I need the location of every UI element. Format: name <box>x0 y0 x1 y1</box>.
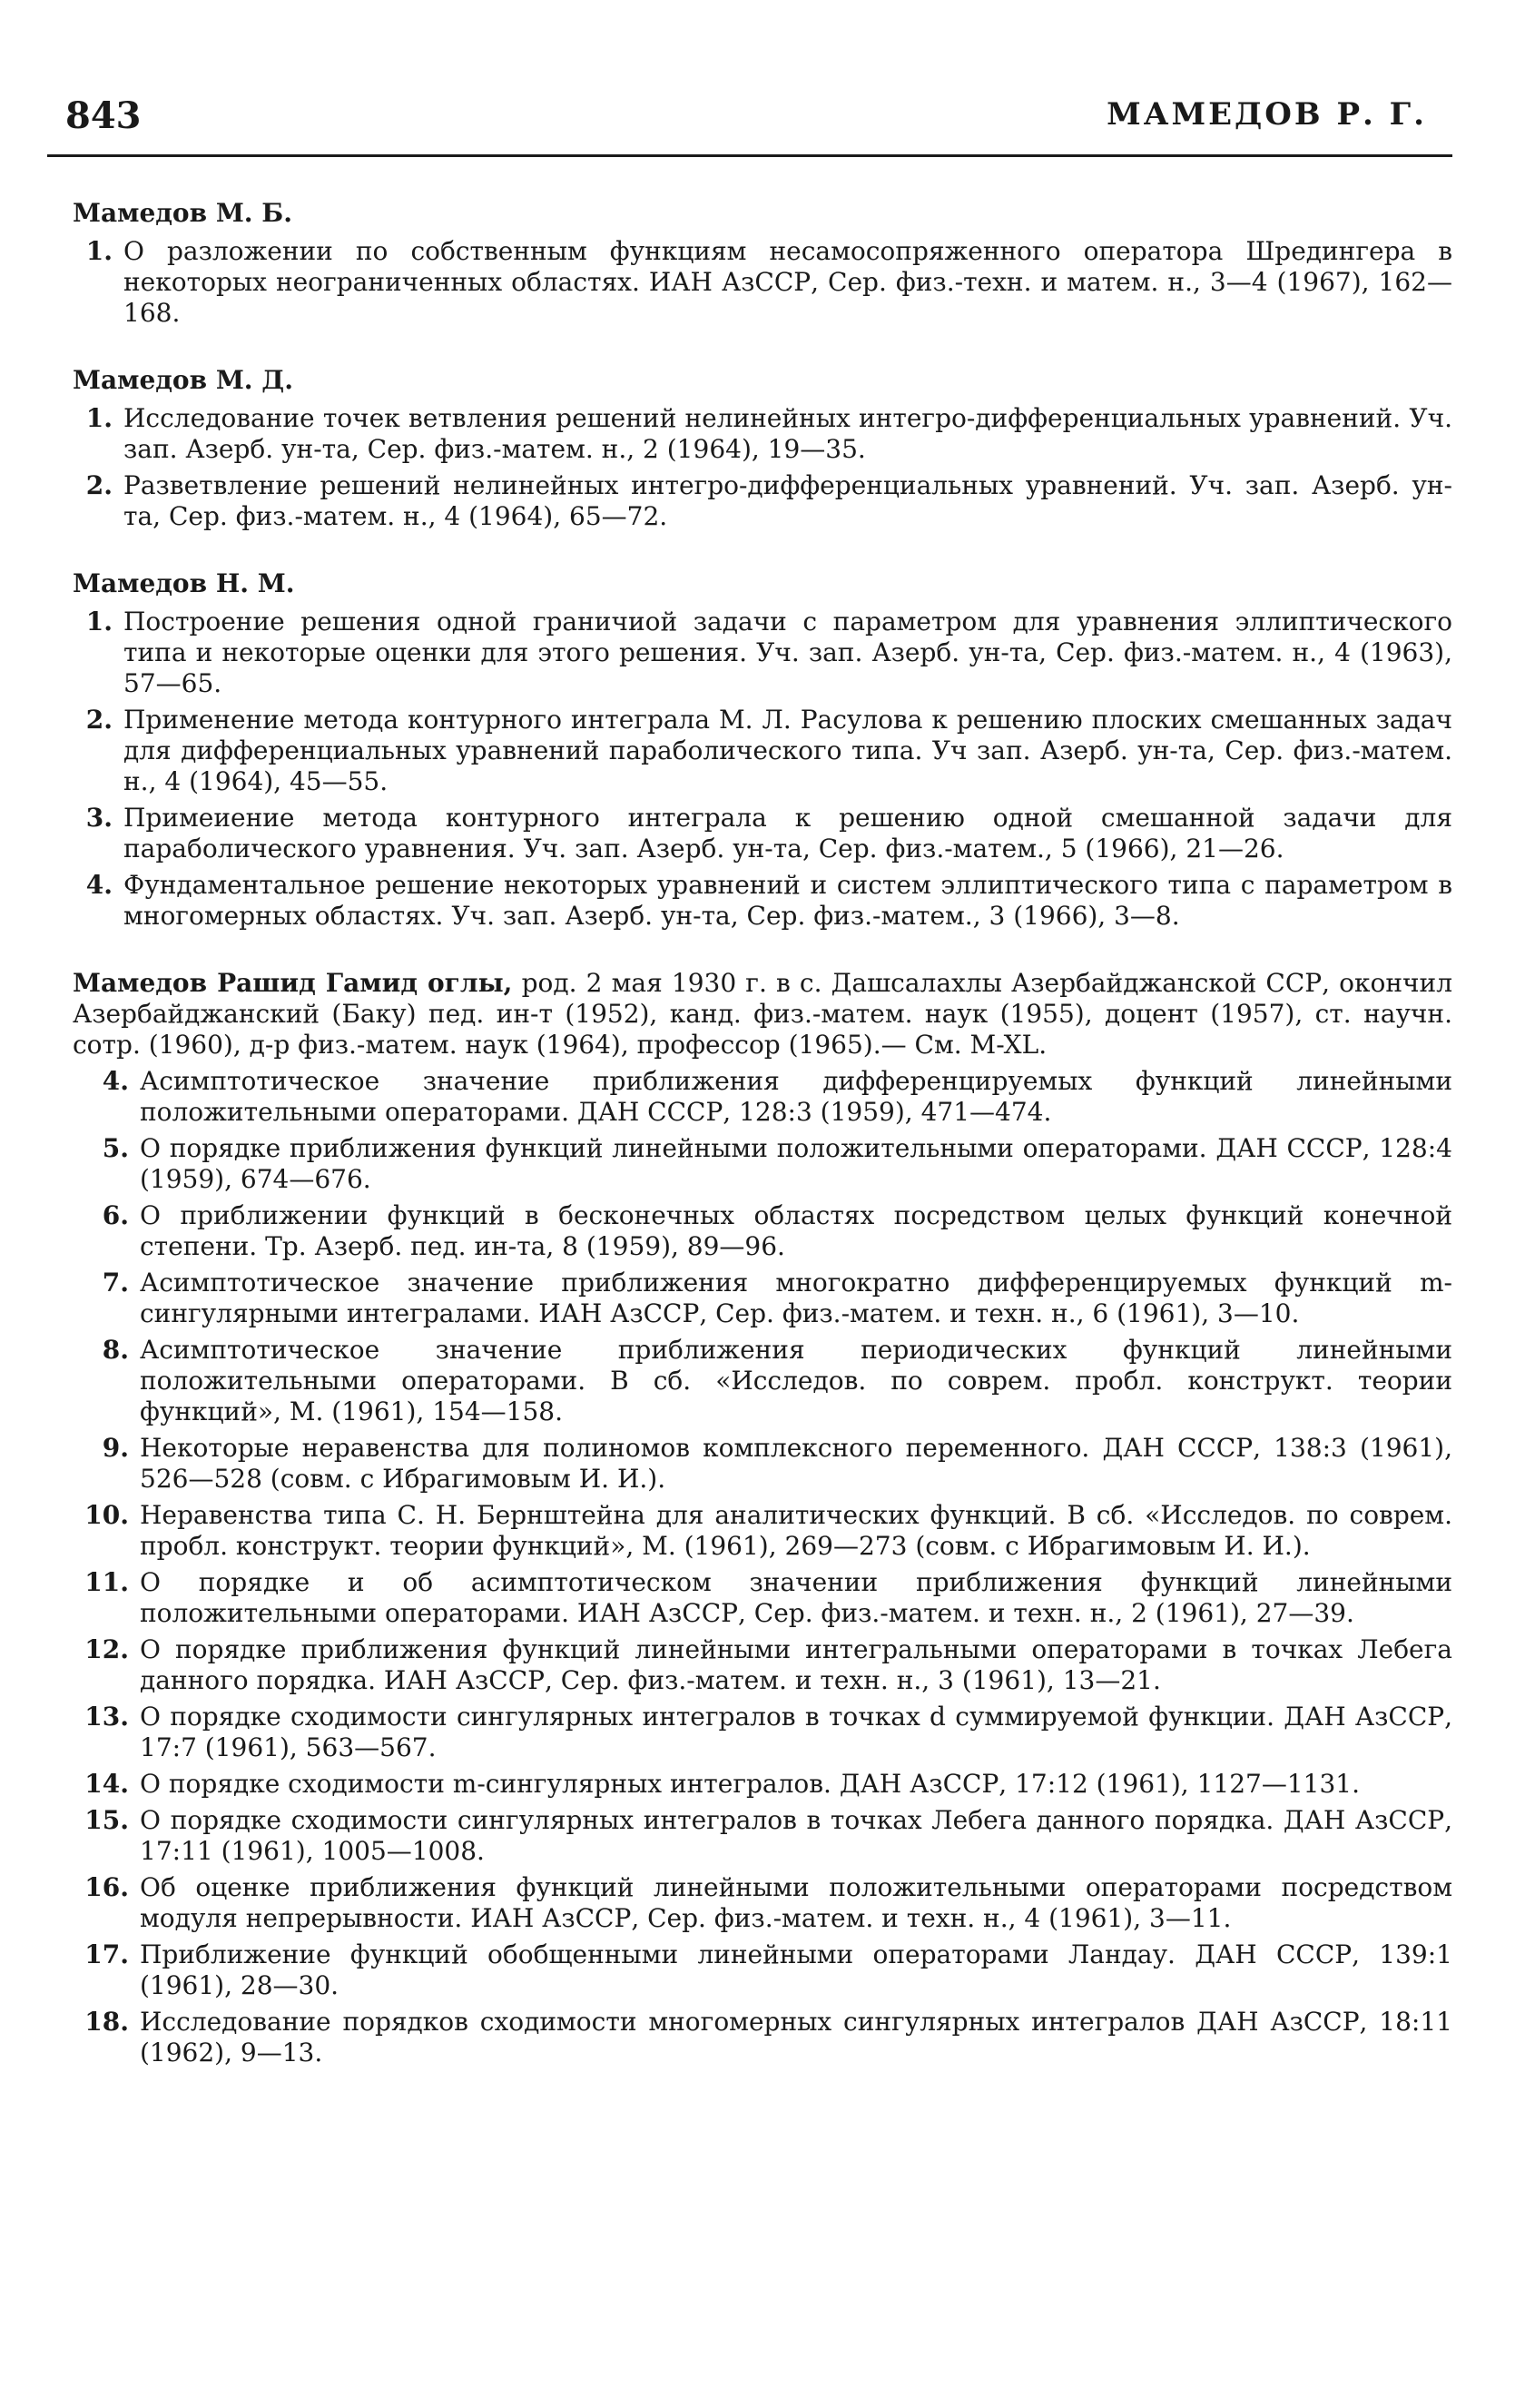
bibliography-entry <box>73 403 1452 465</box>
bibliography-entry <box>73 1500 1452 1562</box>
entry-text: О порядке и об асимптотическом значении приближения функций линейными положительными операторами. ИАН АзССР, Сер. физ.-матем. и техн. н., 2 (1961), 27—39. <box>140 1567 1452 1628</box>
page-number: 843 <box>65 94 142 137</box>
entry-text: Приближение функций обобщенными линейными операторами Ландау. ДАН СССР, 139:1 (1961), 28—30. <box>140 1939 1452 2000</box>
entry-text: Об оценке приближения функций линейными положительными операторами посредством модуля непрерывности. ИАН АзССР, Сер. физ.-матем. и техн. н., 4 (1961), 3—11. <box>140 1872 1452 1933</box>
bibliography-entry <box>73 2007 1452 2068</box>
author-section-rg <box>73 968 1452 2068</box>
entry-text: Фундаментальное решение некоторых уравнений и систем эллиптического типа с параметром в многомерных областях. Уч. зап. Азерб. ун-та, Сер. физ.-матем., 3 (1966), 3—8. <box>123 870 1452 931</box>
entry-list <box>73 607 1452 932</box>
entry-text: О порядке приближения функций линейными положительными операторами. ДАН СССР, 128:4 (1959), 674—676. <box>140 1133 1452 1194</box>
entry-text: О порядке сходимости m-сингулярных интегралов. ДАН АзССР, 17:12 (1961), 1127—1131. <box>140 1769 1360 1799</box>
entry-text: Асимптотическое значение приближения периодических функций линейными положительными операторами. В сб. «Исследов. по соврем. пробл. конструкт. теории функций», М. (1961), 154—158. <box>140 1335 1452 1426</box>
entry-text: Построение решения одной граничиой задачи с параметром для уравнения эллиптического типа и некоторые оценки для этого решения. Уч. зап. Азерб. ун-та, Сер. физ.-матем. н., 4 (1963), 57—65. <box>123 607 1452 698</box>
bibliography-entry <box>73 1433 1452 1495</box>
entry-text: Некоторые неравенства для полиномов комплексного переменного. ДАН СССР, 138:3 (1961), 526—528 (совм. с Ибрагимовым И. И.). <box>140 1433 1452 1494</box>
bibliography-entry <box>73 1335 1452 1427</box>
entry-number: 14. <box>84 1769 129 1799</box>
entry-number: 11. <box>84 1567 129 1597</box>
entry-text: Асимптотическое значение приближения многократно дифференцируемых функций m-сингулярными интегралами. ИАН АзССР, Сер. физ.-матем. и техн. н., 6 (1961), 3—10. <box>140 1268 1452 1328</box>
entry-list <box>73 1066 1452 2068</box>
bibliography-entry <box>73 470 1452 532</box>
bibliography-entry <box>73 1200 1452 1262</box>
bibliography-entry <box>73 870 1452 932</box>
entry-number: 3. <box>85 803 113 833</box>
header-rule <box>47 154 1452 157</box>
bibliography-entry <box>73 1634 1452 1696</box>
entry-text: О порядке сходимости сингулярных интегралов в точках Лебега данного порядка. ДАН АзССР, 17:11 (1961), 1005—1008. <box>140 1805 1452 1866</box>
entry-number: 2. <box>85 705 113 735</box>
page-header <box>47 94 1427 142</box>
author-section-md <box>73 365 1452 532</box>
entry-text: Применение метода контурного интеграла М. Л. Расулова к решению плоских смешанных задач для дифференциальных уравнений параболического типа. Уч зап. Азерб. ун-та, Сер. физ.-матем. н., 4 (1964), 45—55. <box>123 705 1452 796</box>
entry-number: 5. <box>102 1133 129 1163</box>
entry-number: 2. <box>85 470 113 500</box>
entry-text: О порядке сходимости сингулярных интегралов в точках d суммируемой функции. ДАН АзССР, 17:7 (1961), 563—567. <box>140 1702 1452 1762</box>
entry-text: Асимптотическое значение приближения дифференцируемых функций линейными положительными операторами. ДАН СССР, 128:3 (1959), 471—474. <box>140 1066 1452 1127</box>
entry-number: 8. <box>102 1335 129 1365</box>
entry-text: Разветвление решений нелинейных интегро-дифференциальных уравнений. Уч. зап. Азерб. ун-та, Сер. физ.-матем. н., 4 (1964), 65—72. <box>123 470 1452 531</box>
bibliography-entry <box>73 1805 1452 1867</box>
entry-number: 16. <box>84 1872 129 1902</box>
entry-list <box>73 403 1452 532</box>
entry-text: Примеиение метода контурного интеграла к решению одной смешанной задачи для параболического уравнения. Уч. зап. Азерб. ун-та, Сер. физ.-матем., 5 (1966), 21—26. <box>123 803 1452 864</box>
bio-text: род. 2 мая 1930 г. в с. Дашсалахлы Азербайджанской ССР, окончил Азербайджанский (Баку) пед. ин-т (1952), канд. физ.-матем. наук (1955), доцент (1957), ст. научн. сотр. (1960), д-р физ.-матем. наук (1964), профессор (1965).— См. M-XL. <box>73 968 1452 1060</box>
entry-text: О разложении по собственным функциям несамосопряженного оператора Шредингера в некоторых неограниченных областях. ИАН АзССР, Сер. физ.-техн. и матем. н., 3—4 (1967), 162—168. <box>123 236 1452 328</box>
author-name: Мамедов М. Д. <box>73 365 293 395</box>
bibliography-entry <box>73 1066 1452 1128</box>
entry-text: Неравенства типа С. Н. Бернштейна для аналитических функций. В сб. «Исследов. по соврем. пробл. конструкт. теории функций», М. (1961), 269—273 (совм. с Ибрагимовым И. И.). <box>140 1500 1452 1561</box>
entry-number: 1. <box>85 607 113 637</box>
entry-number: 1. <box>85 236 113 266</box>
bibliography-entry <box>73 607 1452 699</box>
bibliography-entry <box>73 1702 1452 1763</box>
bibliography-entry <box>73 1268 1452 1329</box>
bibliography-entry <box>73 1939 1452 2001</box>
bibliography-entry <box>73 1567 1452 1629</box>
entry-number: 4. <box>102 1066 129 1096</box>
entry-number: 13. <box>84 1702 129 1732</box>
bibliography-entry <box>73 1133 1452 1195</box>
entry-text: Исследование точек ветвления решений нелинейных интегро-дифференциальных уравнений. Уч. зап. Азерб. ун-та, Сер. физ.-матем. н., 2 (1964), 19—35. <box>123 403 1452 464</box>
entry-text: О порядке приближения функций линейными интегральными операторами в точках Лебега данного порядка. ИАН АзССР, Сер. физ.-матем. и техн. н., 3 (1961), 13—21. <box>140 1634 1452 1695</box>
entry-number: 12. <box>84 1634 129 1664</box>
bibliography-entry <box>73 803 1452 864</box>
entry-number: 10. <box>84 1500 129 1530</box>
entry-number: 1. <box>85 403 113 433</box>
bibliography-entry <box>73 705 1452 797</box>
running-head: МАМЕДОВ Р. Г. <box>1107 96 1427 133</box>
entry-number: 17. <box>84 1939 129 1969</box>
author-section-nm <box>73 568 1452 932</box>
entry-text: О приближении функций в бесконечных областях посредством целых функций конечной степени. Тр. Азерб. пед. ин-та, 8 (1959), 89—96. <box>140 1200 1452 1261</box>
bibliography-entry <box>73 236 1452 329</box>
author-name: Мамедов М. Б. <box>73 198 292 228</box>
bibliography-entry <box>73 1769 1452 1800</box>
author-name: Мамедов Рашид Гамид оглы, <box>73 968 513 998</box>
bibliography-entry <box>73 1872 1452 1934</box>
entry-number: 9. <box>102 1433 129 1463</box>
entry-number: 7. <box>102 1268 129 1298</box>
entry-list <box>73 236 1452 329</box>
entry-text: Исследование порядков сходимости многомерных сингулярных интегралов ДАН АзССР, 18:11 (1962), 9—13. <box>140 2007 1452 2068</box>
entry-number: 6. <box>102 1200 129 1230</box>
entry-number: 15. <box>84 1805 129 1835</box>
entry-number: 18. <box>84 2007 129 2037</box>
bibliography-content <box>73 198 1452 2096</box>
author-bio <box>73 968 1452 1061</box>
entry-number: 4. <box>85 870 113 900</box>
author-name: Мамедов Н. М. <box>73 568 295 598</box>
author-section-mb <box>73 198 1452 329</box>
